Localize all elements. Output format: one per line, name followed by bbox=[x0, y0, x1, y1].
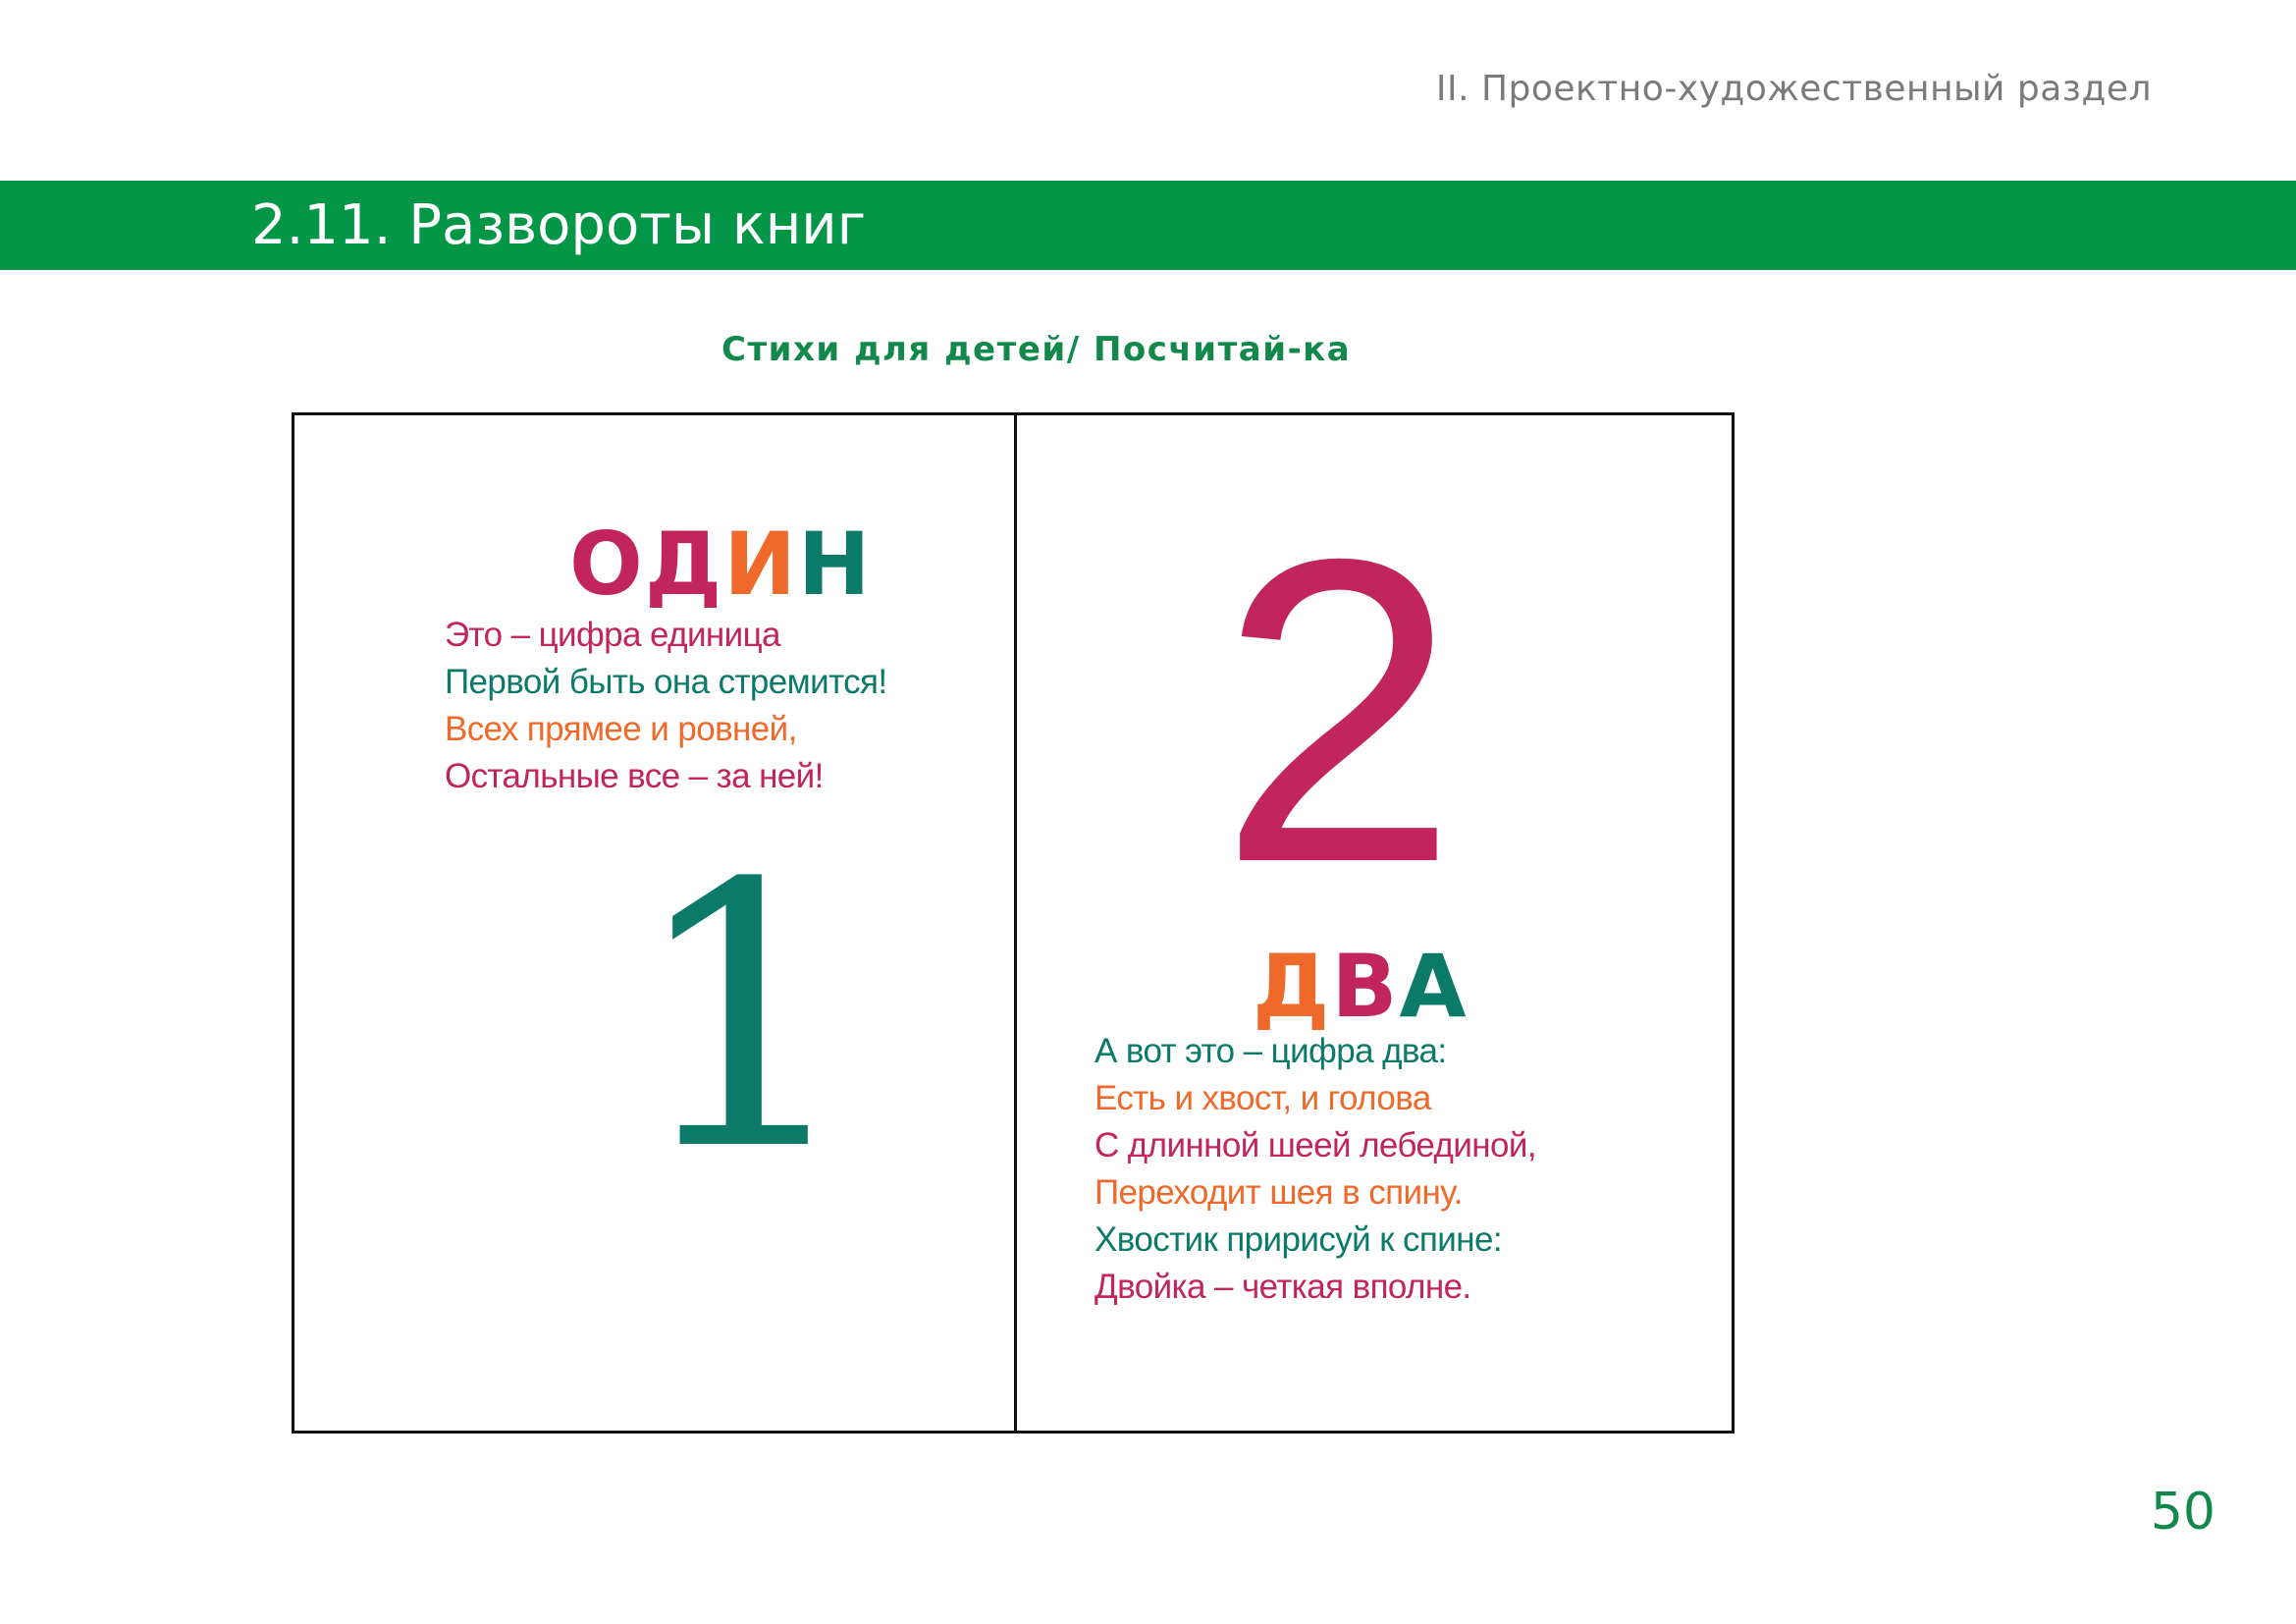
poem-line: С длинной шеей лебединой, bbox=[1095, 1126, 1536, 1164]
poem-line: Всех прямее и ровней, bbox=[445, 710, 797, 748]
left-page bbox=[294, 415, 1014, 1431]
poem-line: Остальные все – за ней! bbox=[445, 757, 824, 795]
word-letter: В bbox=[1331, 936, 1400, 1037]
poem-two bbox=[1095, 1028, 1536, 1311]
section-label: II. Проектно-художественный раздел bbox=[1435, 69, 2152, 109]
word-letter: А bbox=[1399, 936, 1468, 1037]
numeral-one: 1 bbox=[628, 808, 860, 1230]
poem-line: Хвостик пририсуй к спине: bbox=[1095, 1220, 1502, 1259]
word-letter: Д bbox=[644, 514, 724, 615]
poem-line: Двойка – четкая вполне. bbox=[1095, 1268, 1471, 1306]
poem-line: Это – цифра единица bbox=[445, 616, 780, 654]
title-bar bbox=[0, 181, 2296, 270]
word-letter: Д bbox=[1253, 936, 1332, 1037]
word-letter: О bbox=[569, 514, 645, 615]
poem-line: Есть и хвост, и голова bbox=[1095, 1079, 1431, 1117]
poem-line: А вот это – цифра два: bbox=[1095, 1032, 1447, 1070]
poem-one bbox=[445, 612, 887, 800]
word-letter: Н bbox=[797, 514, 873, 615]
poem-line: Первой быть она стремится! bbox=[445, 663, 887, 701]
word-letter: И bbox=[723, 514, 798, 615]
numeral-two: 2 bbox=[1218, 470, 1459, 952]
page-title: 2.11. Развороты книг bbox=[251, 193, 867, 257]
book-spread bbox=[292, 412, 1735, 1434]
right-page bbox=[1017, 415, 1732, 1431]
poem-line: Переходит шея в спину. bbox=[1095, 1173, 1463, 1212]
page-number: 50 bbox=[2150, 1483, 2216, 1542]
spread-subtitle: Стихи для детей/ Посчитай-ка bbox=[721, 330, 1352, 369]
word-dva bbox=[1253, 936, 1468, 1037]
word-odin bbox=[569, 514, 873, 615]
